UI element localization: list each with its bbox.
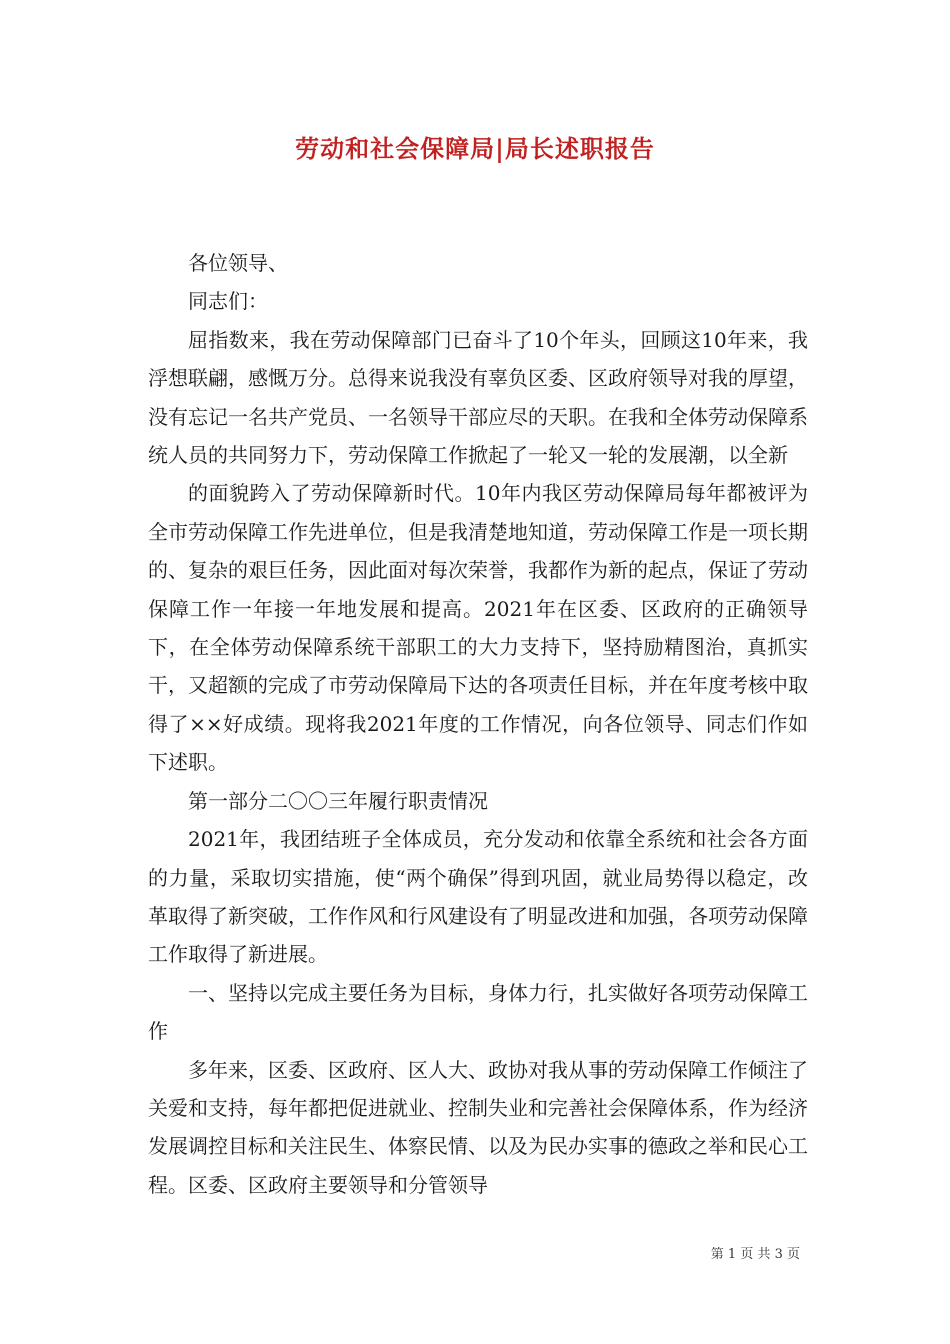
body-paragraph: 屈指数来，我在劳动保障部门已奋斗了10个年头，回顾这10年来，我浮想联翩，感慨万分。总得来说我没有辜负区委、区政府领导对我的厚望，没有忘记一名共产党员、一名领导干部应尽的天职。在我和全体劳动保障系统人员的共同努力下，劳动保障工作掀起了一轮又一轮的发展潮，以全新 bbox=[148, 327, 808, 468]
body-paragraph: 2021年，我团结班子全体成员，充分发动和依靠全系统和社会各方面的力量，采取切实措施，使“两个确保”得到巩固，就业局势得以稳定，改革取得了新突破，工作作风和行风建设有了明显改进和加强，各项劳动保障工作取得了新进展。 bbox=[148, 827, 808, 967]
document-body bbox=[148, 244, 808, 1204]
section-heading: 第一部分二〇〇三年履行职责情况 bbox=[188, 788, 488, 813]
salutation-line: 各位领导、 bbox=[188, 251, 288, 275]
document-title: 劳动和社会保障局|局长述职报告 bbox=[295, 134, 655, 163]
salutation-line: 同志们： bbox=[188, 289, 268, 314]
body-paragraph: 多年来，区委、区政府、区人大、政协对我从事的劳动保障工作倾注了关爱和支持，每年都把促进就业、控制失业和完善社会保障体系，作为经济发展调控目标和关注民生、体察民情、以及为民办实事的德政之举和民心工程。区委、区政府主要领导和分管领导 bbox=[148, 1057, 808, 1197]
page-number: 第 1 页 共 3 页 bbox=[710, 1247, 800, 1262]
subsection-heading: 一、坚持以完成主要任务为目标，身体力行，扎实做好各项劳动保障工作 bbox=[148, 980, 808, 1044]
body-paragraph: 的面貌跨入了劳动保障新时代。10年内我区劳动保障局每年都被评为全市劳动保障工作先进单位，但是我清楚地知道，劳动保障工作是一项长期的、复杂的艰巨任务，因此面对每次荣誉，我都作为新的起点，保证了劳动保障工作一年接一年地发展和提高。2021年在区委、区政府的正确领导下，在全体劳动保障系统干部职工的大力支持下，坚持励精图治，真抓实干，又超额的完成了市劳动保障局下达的各项责任目标，并在年度考核中取得了××好成绩。现将我2021年度的工作情况，向各位领导、同志们作如下述职。 bbox=[148, 481, 808, 775]
